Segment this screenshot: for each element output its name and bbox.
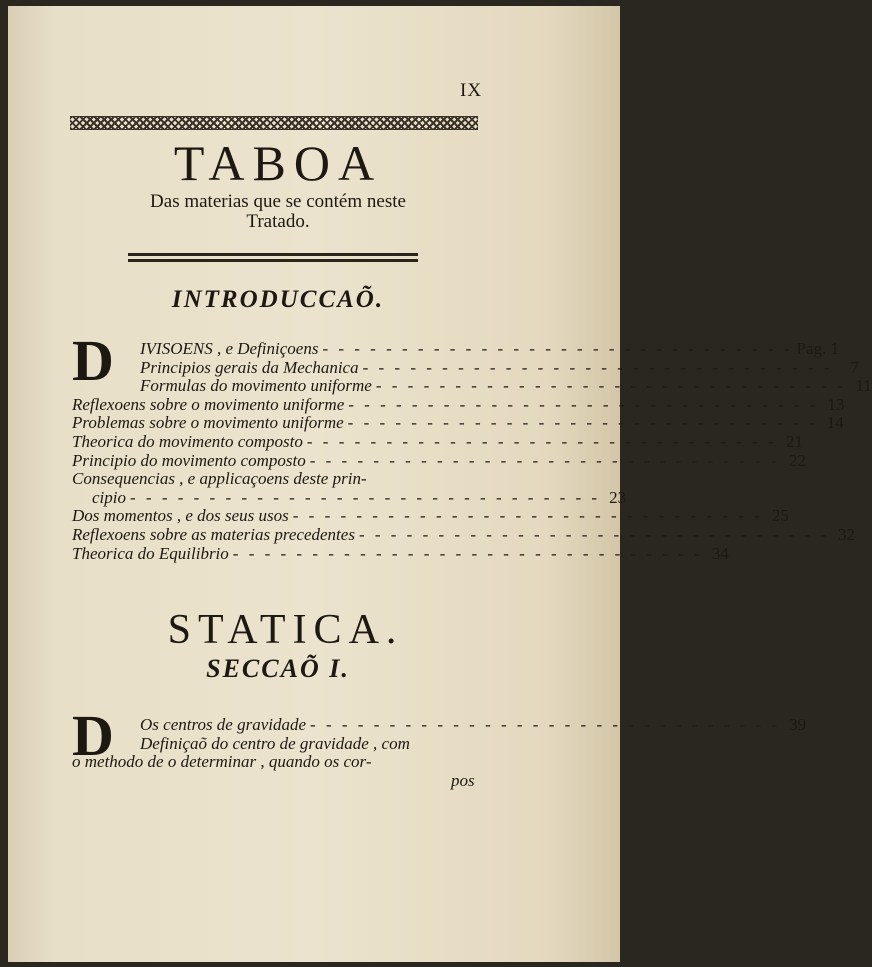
drop-cap: D [72, 328, 114, 393]
dot-leader: - - - - - - - - - - - - - - - - - - - - - - - - - - - - - - [322, 339, 793, 358]
toc-entry [72, 543, 729, 563]
toc-entry [72, 470, 484, 488]
entry-title: Theorica do Equilibrio [72, 543, 229, 563]
dot-leader: - - - - - - - - - - - - - - - - - - - - - - - - - - - - - - [306, 432, 777, 451]
page-title: TABOA [173, 135, 383, 191]
toc-entry [140, 715, 807, 734]
section-heading-introduccao: INTRODUCCAÕ. [171, 286, 385, 313]
toc-entry [72, 525, 856, 544]
dot-leader: - - - - - - - - - - - - - - - - - - - - - - - - - - - - - - [309, 450, 780, 470]
entry-page: Pag. 1 [796, 339, 840, 358]
dot-leader: - - - - - - - - - - - - - - - - - - - - - - - - - - - - - - [375, 376, 846, 396]
entry-title: Definiçaõ do centro de gravidade , com [140, 733, 410, 753]
toc-entry [140, 357, 859, 377]
subtitle-line-2: Tratado. [246, 211, 310, 232]
entry-title: Reflexoens sobre o movimento uniforme [72, 394, 345, 414]
page-number: IX [460, 80, 483, 101]
toc-entry [72, 432, 803, 451]
entry-title: cipio [92, 487, 126, 507]
entry-title: Consequencias , e applicaçoens deste prin- [72, 469, 367, 489]
toc-entry [72, 753, 484, 771]
entry-title: Reflexoens sobre as materias precedentes [72, 525, 355, 544]
dot-leader: - - - - - - - - - - - - - - - - - - - - - - - - - - - - - - [232, 543, 703, 563]
entry-page: 39 [789, 715, 807, 734]
entry-page: 23 [609, 487, 627, 507]
entry-page: 14 [826, 413, 844, 433]
dot-leader: - - - - - - - - - - - - - - - - - - - - - - - - - - - - - - [310, 715, 781, 734]
dot-leader: - - - - - - - - - - - - - - - - - - - - - - - - - - - - - - [358, 525, 830, 544]
entry-title: IVISOENS , e Definiçoens [140, 339, 319, 358]
entry-title: o methodo de o determinar , quando os cor- [72, 752, 372, 772]
entry-page: 34 [711, 543, 729, 563]
toc-entry [72, 450, 806, 470]
toc-entry [140, 376, 872, 396]
toc-entry [140, 735, 484, 753]
toc-entry [72, 506, 789, 526]
entry-page: 7 [850, 357, 859, 377]
entry-title: Principio do movimento composto [72, 450, 306, 470]
entry-title: Problemas sobre o movimento uniforme [72, 413, 344, 433]
section-heading-statica: STATICA. [167, 607, 404, 653]
double-rule-divider [128, 253, 418, 256]
toc-entry [140, 339, 840, 358]
toc-entry [92, 487, 627, 507]
entry-title: Principios gerais da Mechanica [140, 357, 359, 377]
drop-cap-2: D [72, 703, 114, 768]
dot-leader: - - - - - - - - - - - - - - - - - - - - - - - - - - - - - - [347, 413, 818, 433]
dot-leader: - - - - - - - - - - - - - - - - - - - - - - - - - - - - - - [292, 506, 763, 526]
toc-entry [72, 394, 845, 414]
entry-title: Os centros de gravidade [140, 715, 307, 734]
entry-page: 13 [827, 394, 845, 414]
dot-leader: - - - - - - - - - - - - - - - - - - - - - - - - - - - - - - [130, 487, 601, 507]
entry-page: 22 [788, 450, 806, 470]
entry-page: 11 [855, 376, 872, 396]
entry-title: Theorica do movimento composto [72, 432, 303, 451]
entry-page: 32 [838, 525, 856, 544]
entry-page: 25 [771, 506, 789, 526]
entry-title: Dos momentos , e dos seus usos [72, 506, 289, 526]
book-page [8, 6, 872, 962]
entry-title: Formulas do movimento uniforme [140, 376, 372, 396]
ornament-border [70, 116, 478, 130]
toc-entry [72, 413, 844, 433]
entry-page: 21 [785, 432, 803, 451]
dot-leader: - - - - - - - - - - - - - - - - - - - - - - - - - - - - - - [348, 394, 819, 414]
subtitle-line-1: Das materias que se contém neste [150, 191, 406, 212]
dot-leader: - - - - - - - - - - - - - - - - - - - - - - - - - - - - - - [362, 357, 833, 377]
section-subheading: SECCAÕ I. [206, 654, 350, 683]
catchword: pos [451, 771, 475, 790]
